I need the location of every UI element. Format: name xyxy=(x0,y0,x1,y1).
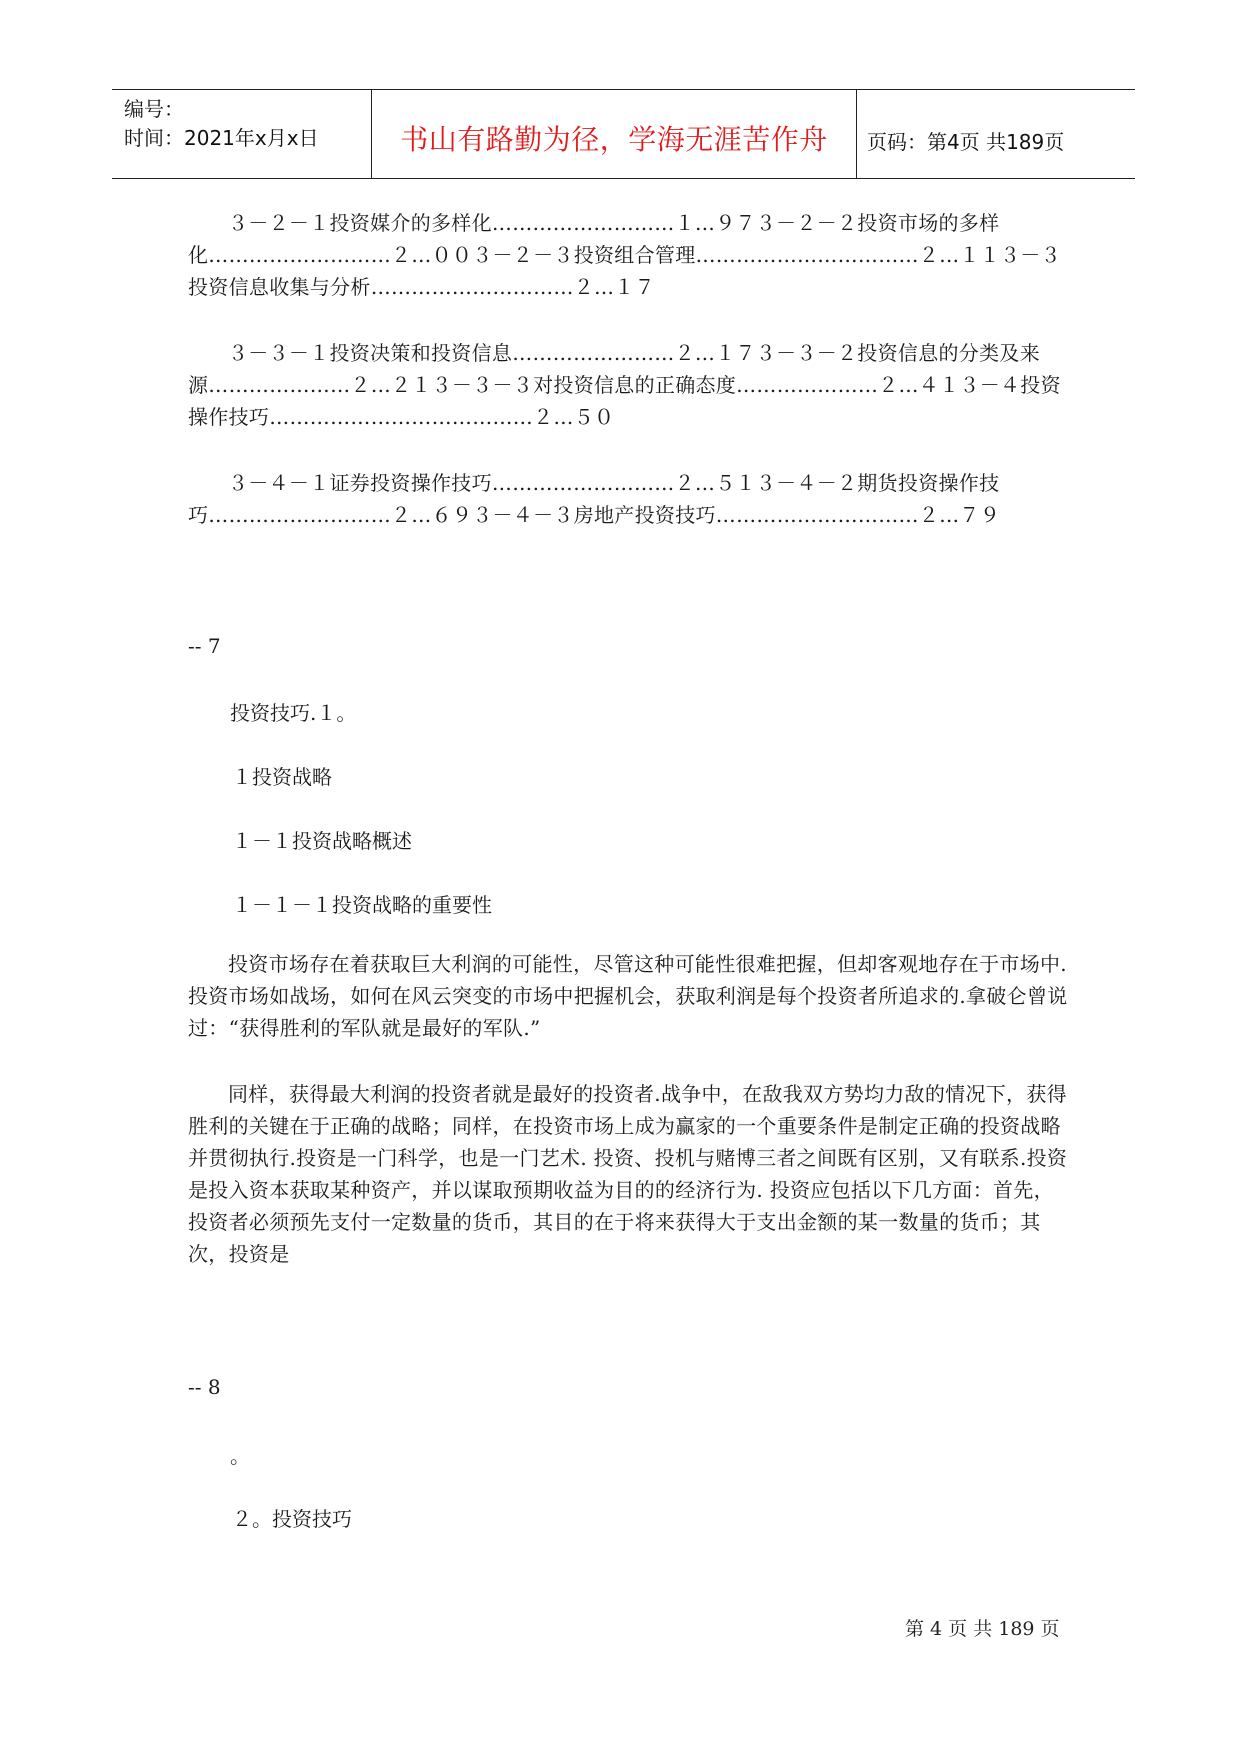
header-left-cell xyxy=(112,90,372,178)
header-middle-cell xyxy=(372,90,857,178)
stray-punctuation: 。 xyxy=(230,1444,250,1468)
motto-text: 书山有路勤为径，学海无涯苦作舟 xyxy=(400,123,828,156)
chapter-heading-2: ２。投资技巧 xyxy=(232,1507,352,1531)
page-marker-7: -- 7 xyxy=(188,634,221,658)
page-header xyxy=(112,89,1135,179)
toc-paragraph-3: ３－４－１证券投资操作技巧………………………２…５１３－４－２期货投资操作技巧………………………２…６９３－４－３房地产投资技巧…………………………２…７９ xyxy=(188,471,1000,527)
section-heading: 投资技巧.１。 xyxy=(230,701,357,725)
toc-paragraph-1: ３－２－１投资媒介的多样化………………………１…９７３－２－２投资市场的多样化………………………２…００３－２－３投资组合管理……………………………２…１１３－３投资信息收集与分析…………………………２…１７ xyxy=(188,211,1061,299)
page-marker-8: -- 8 xyxy=(188,1375,221,1399)
subsection-heading: １－１投资战略概述 xyxy=(232,829,412,853)
body-paragraph-2: 同样，获得最大利润的投资者就是最好的投资者.战争中，在敌我双方势均力敌的情况下，获得胜利的关键在于正确的战略；同样，在投资市场上成为赢家的一个重要条件是制定正确的投资战略并贯彻执行.投资是一门科学，也是一门艺术. 投资、投机与赌博三者之间既有区别，又有联系.投资是投入资本获取某种资产，并以谋取预期收益为目的的经济行为. 投资应包括以下几方面：首先，投资者必须预先支付一定数量的货币，其目的在于将来获得大于支出金额的某一数量的货币；其次，投资是 xyxy=(188,1082,1068,1266)
page-info: 页码：第4页 共189页 xyxy=(867,130,1065,154)
chapter-heading: １投资战略 xyxy=(232,765,332,789)
header-right-cell xyxy=(857,90,1135,178)
time-label: 时间：2021年x月x日 xyxy=(124,126,319,150)
subsubsection-heading: １－１－１投资战略的重要性 xyxy=(232,893,492,917)
toc-paragraph-2: ３－３－１投资决策和投资信息……………………２…１７３－３－２投资信息的分类及来源…………………２…２１３－３－３对投资信息的正确态度…………………２…４１３－４投资操作技巧…………………………………２…５０ xyxy=(188,341,1061,429)
number-label: 编号： xyxy=(124,97,184,121)
page-footer: 第 4 页 共 189 页 xyxy=(905,1618,1060,1640)
body-paragraph-1: 投资市场存在着获取巨大利润的可能性，尽管这种可能性很难把握，但却客观地存在于市场中.投资市场如战场，如何在风云突变的市场中把握机会，获取利润是每个投资者所追求的.拿破仑曾说过：“获得胜利的军队就是最好的军队.” xyxy=(188,952,1068,1040)
